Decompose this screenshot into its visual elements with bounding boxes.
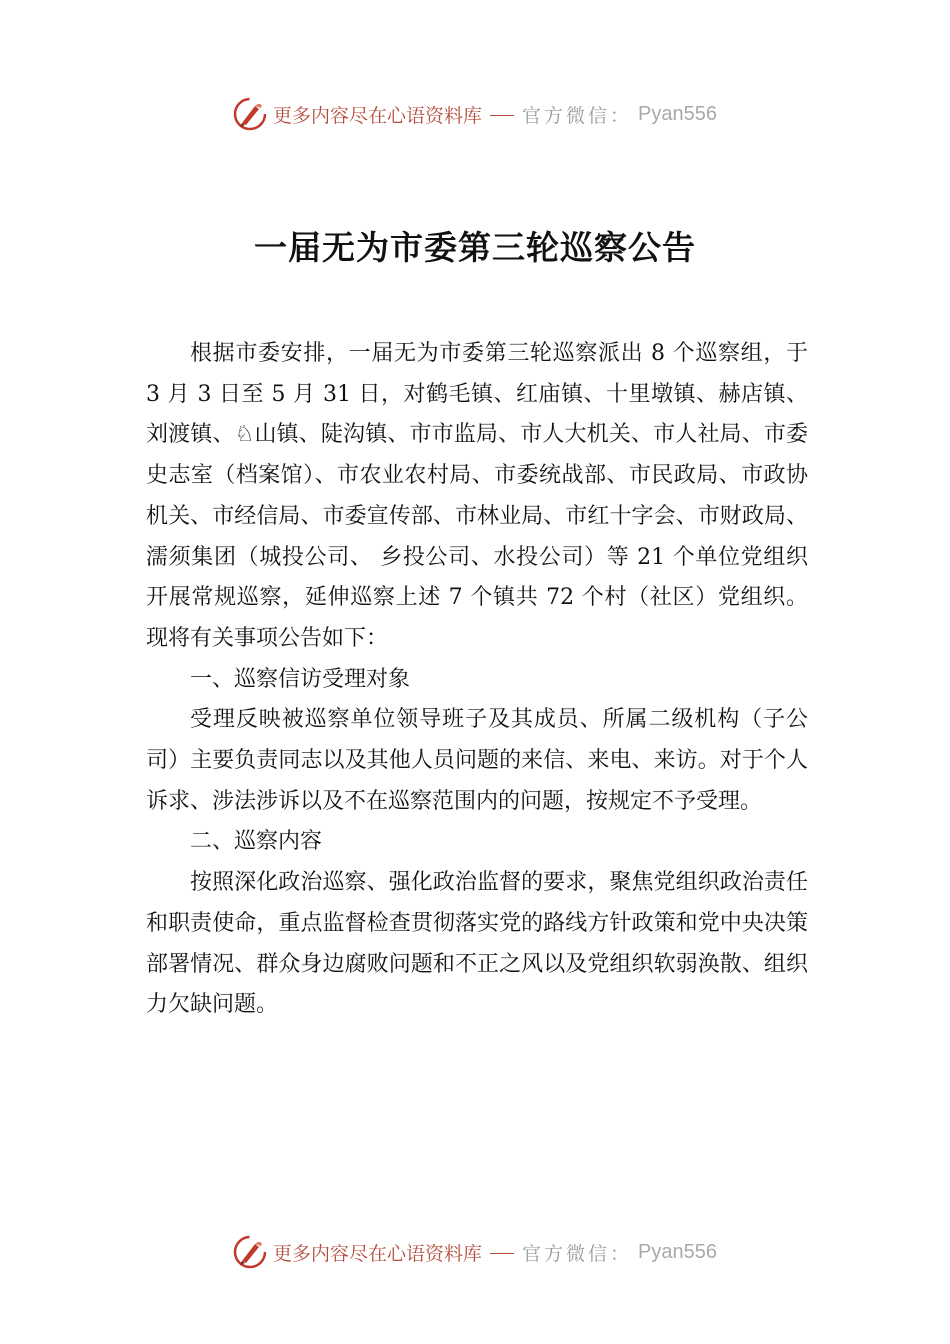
quill-pen-seal-icon — [233, 1235, 267, 1269]
footer-watermark — [0, 1232, 950, 1272]
document-title: 一届无为市委第三轮巡察公告 — [254, 228, 696, 267]
watermark-contact-id: Pyan556 — [638, 1240, 717, 1263]
watermark-brand-text: 更多内容尽在心语资料库 — [273, 104, 483, 127]
watermark-contact-label: 官方微信： — [522, 104, 633, 127]
watermark-contact-label: 官方微信： — [522, 1242, 633, 1265]
section1-paragraph: 受理反映被巡察单位领导班子及其成员、所属二级机构（子公司）主要负责同志以及其他人员问题的来信、来电、来访。对于个人诉求、涉法涉诉以及不在巡察范围内的问题，按规定不予受理。 — [146, 707, 808, 814]
section1-heading: 一、巡察信访受理对象 — [190, 666, 411, 692]
document-body — [146, 334, 808, 1026]
watermark-dash — [490, 1253, 514, 1254]
watermark-brand-text: 更多内容尽在心语资料库 — [273, 1242, 483, 1265]
quill-pen-seal-icon — [233, 97, 267, 131]
section2-paragraph: 按照深化政治巡察、强化政治监督的要求，聚焦党组织政治责任和职责使命，重点监督检查贯彻落实党的路线方针政策和党中央决策部署情况、群众身边腐败问题和不正之风以及党组织软弱涣散、组织力欠缺问题。 — [146, 870, 808, 1018]
header-watermark — [0, 94, 950, 134]
watermark-dash — [490, 115, 514, 116]
intro-paragraph: 根据市委安排，一届无为市委第三轮巡察派出 8 个巡察组，于 3 月 3 日至 5 月 31 日，对鹤毛镇、红庙镇、十里墩镇、赫店镇、刘渡镇、♘山镇、陡沟镇、市市监局、市人大机关、市人社局、市委史志室（档案馆）、市农业农村局、市委统战部、市民政局、市政协机关、市经信局、市委宣传部、市林业局、市红十字会、市财政局、濡须集团（城投公司、 乡投公司、水投公司）等 21 个单位党组织开展常规巡察，延伸巡察上述 7 个镇共 72 个村（社区）党组织。现将有关事项公告如下： — [146, 341, 808, 651]
section2-heading: 二、巡察内容 — [190, 829, 323, 855]
watermark-contact-id: Pyan556 — [638, 102, 717, 125]
